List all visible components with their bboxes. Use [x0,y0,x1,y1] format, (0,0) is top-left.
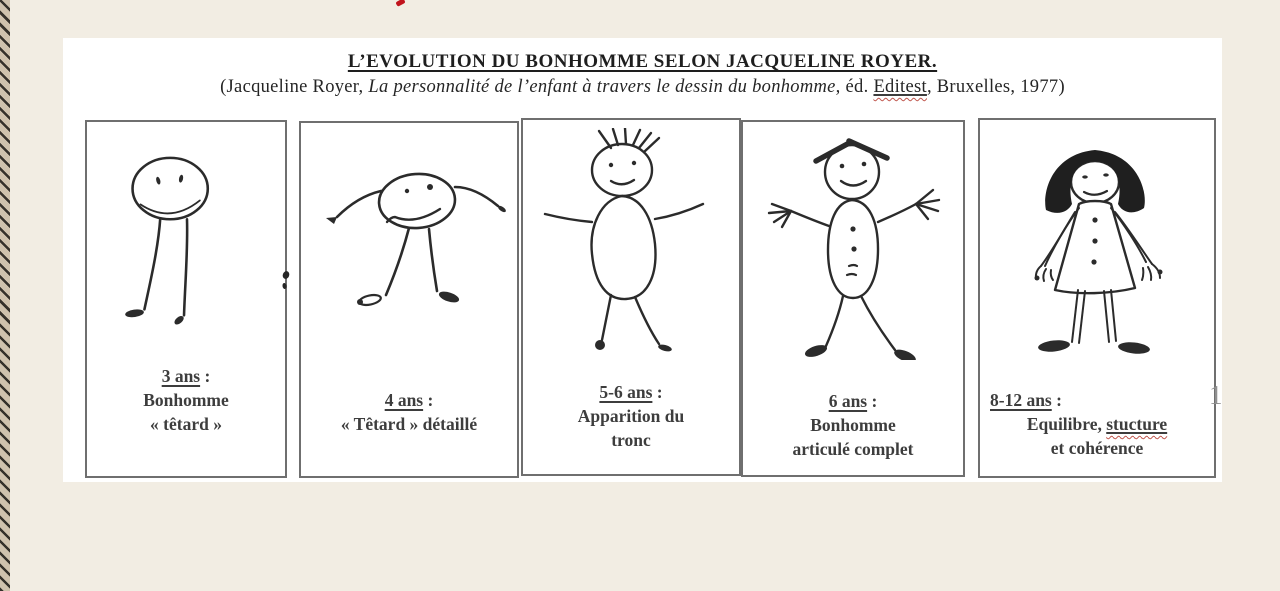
trunk-appears-figure-drawing [523,128,739,358]
caption-age-line [980,388,1214,412]
rope-border-decoration [0,0,10,591]
girl-figure-drawing [980,128,1214,358]
caption-text-line: articulé complet [792,439,914,459]
age-label: 3 ans [161,366,201,386]
citation-book-title: La personnalité de l’enfant à travers le dessin du bonhomme, [368,77,841,97]
age-label: 4 ans [384,390,424,410]
page-title-text: L’EVOLUTION DU BONHOMME SELON JACQUELINE ROYER. [347,51,938,72]
caption-text-line [980,412,1214,436]
citation-ed: éd. [840,77,874,97]
panel-6-ans [741,120,965,477]
caption-text: Equilibre, [1026,414,1107,434]
ink-mark-shape [280,270,292,292]
caption-text-line: Apparition du [577,406,685,426]
red-ink-speck [395,0,405,7]
citation-line [63,77,1222,98]
caption-4-ans [301,388,517,436]
caption-5-6-ans [523,380,739,452]
caption-text-line: « têtard » [150,414,222,434]
caption-3-ans [87,364,285,436]
caption-age-line [87,364,285,388]
citation-suffix: , Bruxelles, 1977) [926,77,1065,97]
citation-prefix: (Jacqueline Royer, [220,77,369,97]
age-colon: : [200,366,211,386]
stray-ink-mark [280,270,292,297]
tadpole-figure-drawing [87,130,285,360]
misspelled-word-wrap [1106,414,1167,434]
age-label: 8-12 ans [990,390,1052,410]
page-number: 1 [1209,380,1223,410]
caption-age-line [743,389,963,413]
panel-8-12-ans [978,118,1216,478]
panel-3-ans [85,120,287,478]
panel-5-6-ans [521,118,741,476]
caption-text-line: Bonhomme [810,415,896,435]
caption-age-line [301,388,517,412]
page-title [63,51,1222,73]
detailed-tadpole-figure-drawing [301,131,517,361]
age-colon: : [652,382,663,402]
age-colon: : [867,391,878,411]
caption-text-line: « Têtard » détaillé [340,414,478,434]
citation-publisher: Editest [873,77,927,97]
age-colon: : [1051,390,1062,410]
panel-4-ans [299,121,519,478]
caption-text-line: et cohérence [1050,438,1144,458]
caption-age-line [523,380,739,404]
age-colon: : [423,390,434,410]
age-label: 5-6 ans [599,382,653,402]
caption-text-line: tronc [611,430,651,450]
misspelled-word: stucture [1106,414,1168,434]
citation-publisher-wrap [873,77,926,97]
document-sheet [63,38,1222,482]
age-label: 6 ans [828,391,868,411]
articulated-figure-drawing [743,130,963,360]
caption-8-12-ans [980,388,1214,460]
caption-text-line: Bonhomme [143,390,229,410]
caption-6-ans [743,389,963,461]
